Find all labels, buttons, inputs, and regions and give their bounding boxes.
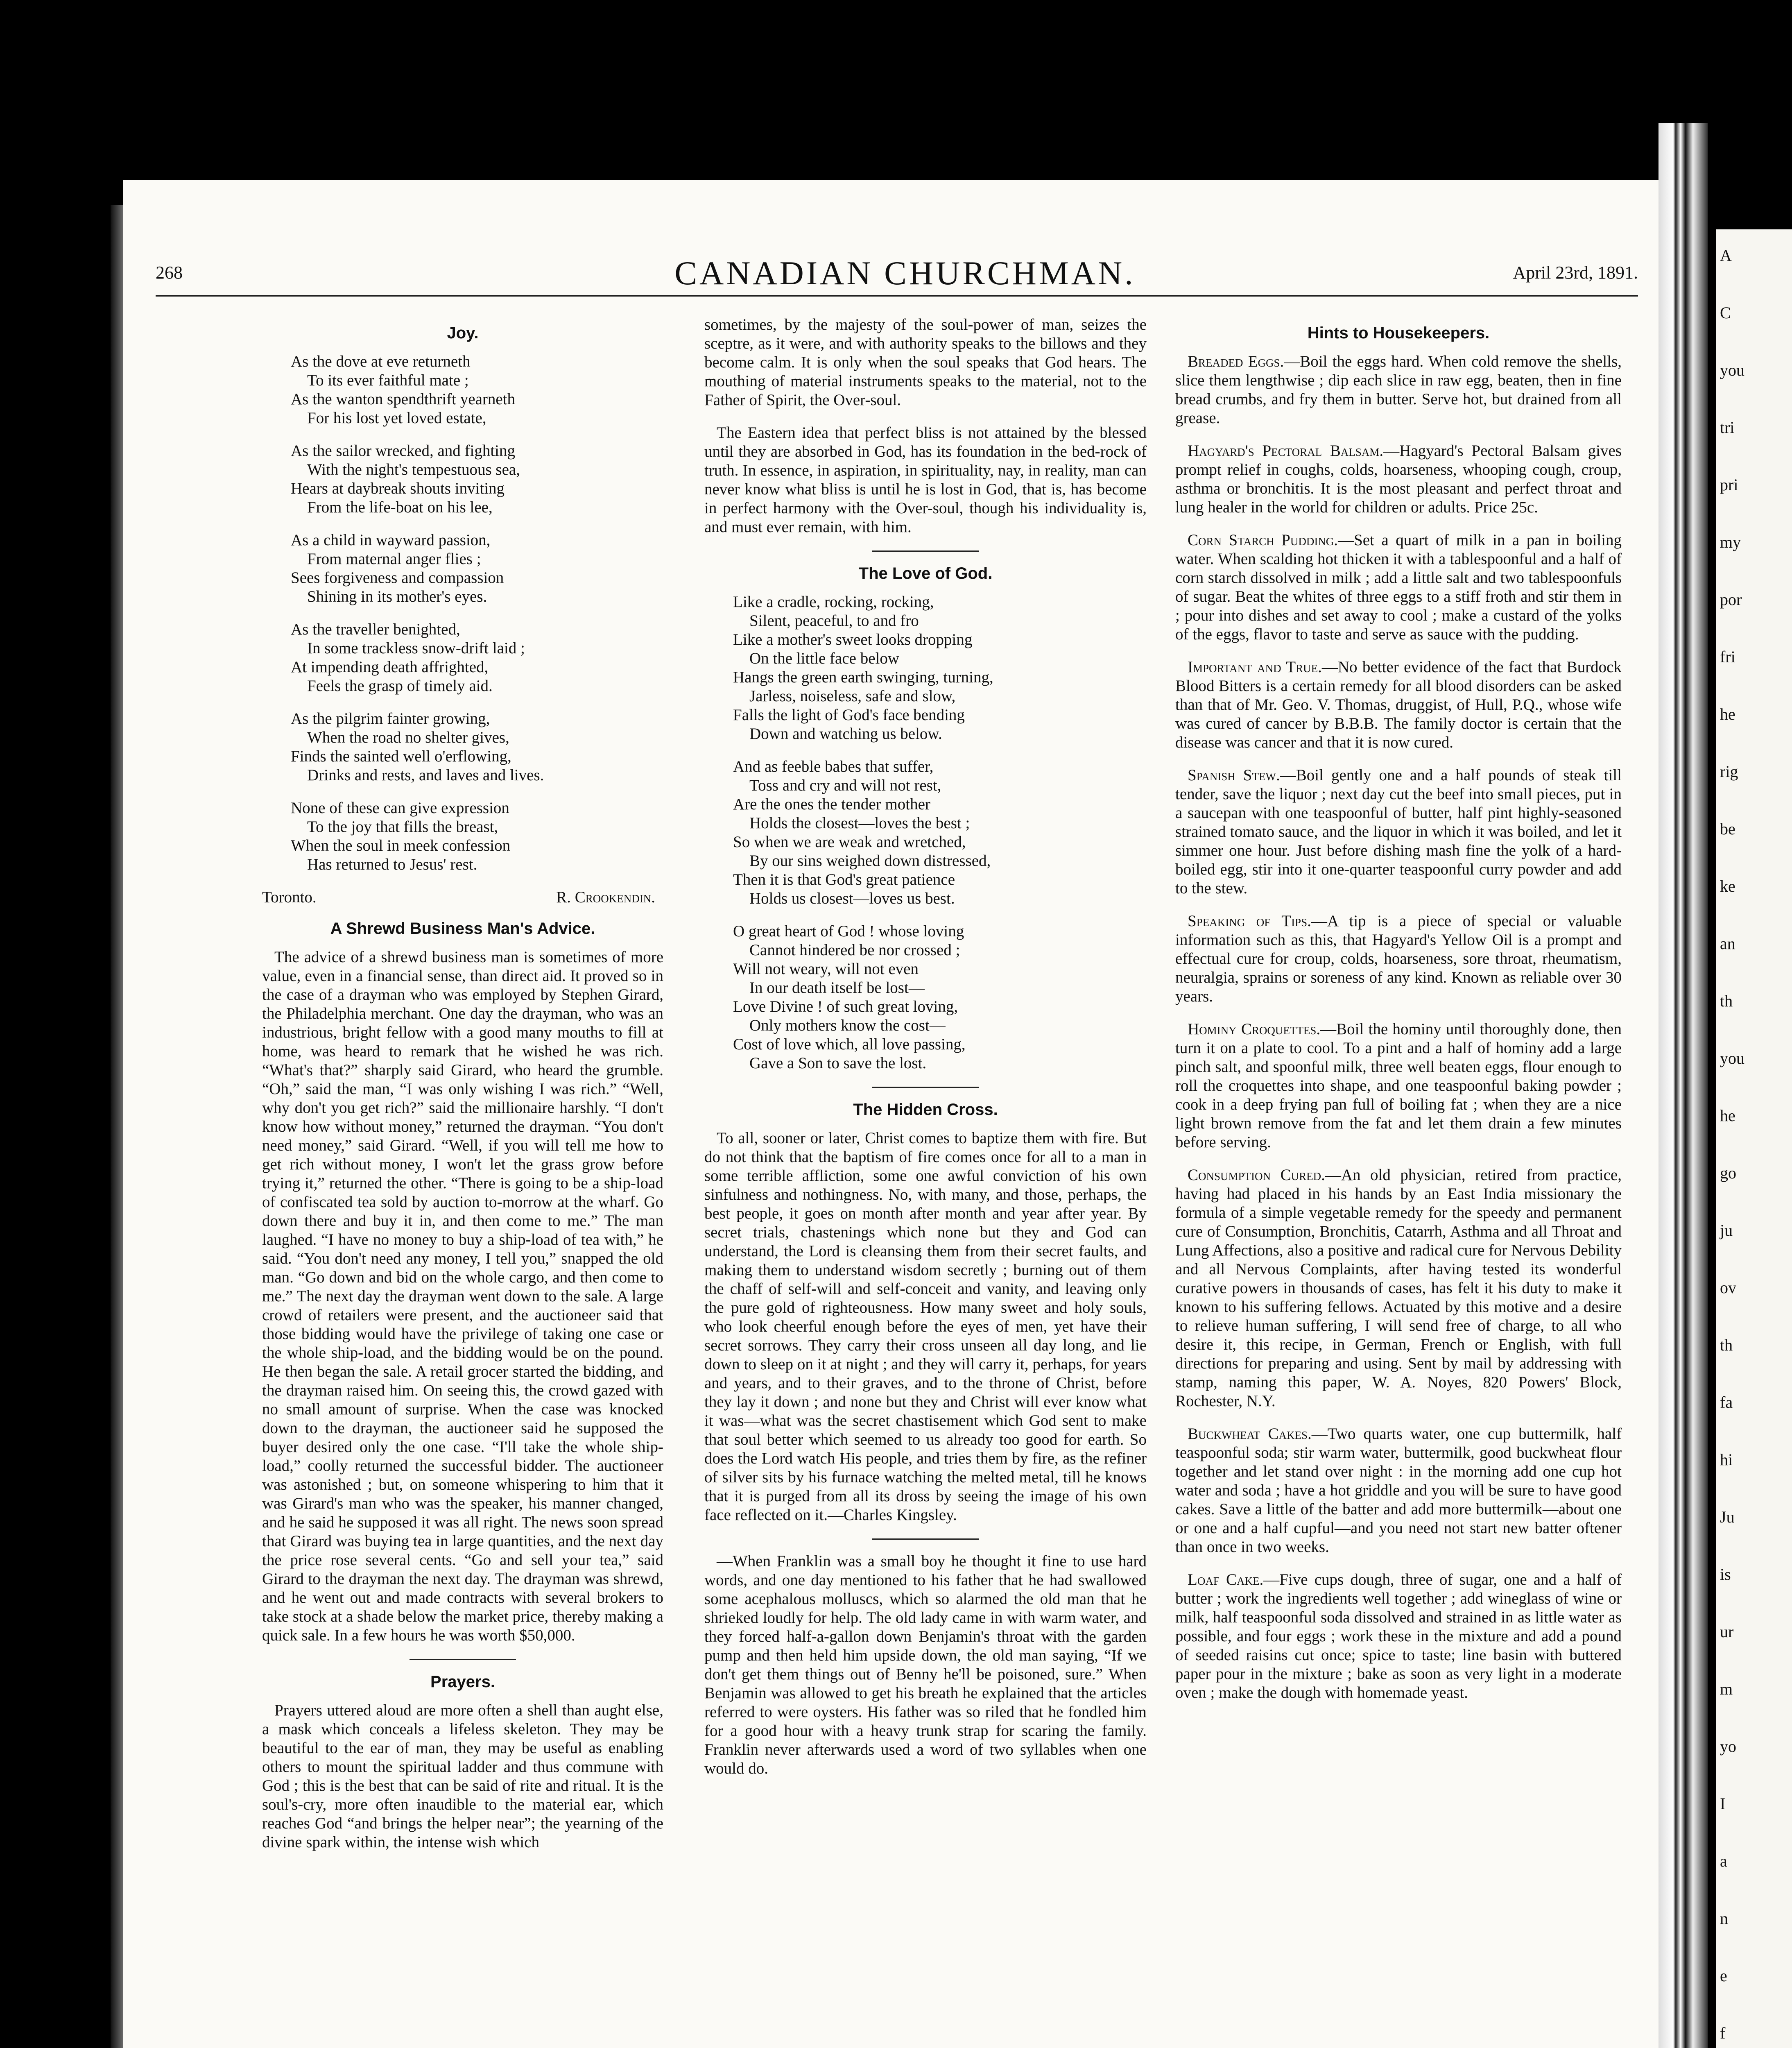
hint-item <box>1175 442 1622 517</box>
poem-line: At impending death affrighted, <box>291 658 489 676</box>
adjacent-text-fragment: my <box>1720 533 1741 551</box>
poem-line: Jarless, noiseless, safe and slow, <box>749 687 956 705</box>
adjacent-text-fragment: you <box>1720 1049 1744 1067</box>
stanza <box>291 531 663 606</box>
stanza <box>291 352 663 428</box>
poem-line: Finds the sainted well o'erflowing, <box>291 748 511 765</box>
poem-line: When the soul in meek confession <box>291 837 511 854</box>
hint-heading: Important and True. <box>1188 658 1322 676</box>
poem-line: Gave a Son to save the lost. <box>749 1054 927 1072</box>
poem-line: To its ever faithful mate ; <box>307 372 469 389</box>
poem-line: Shining in its mother's eyes. <box>307 588 487 605</box>
poem-line: As the wanton spendthrift yearneth <box>291 390 516 408</box>
prayers-text: Prayers uttered aloud are more often a shell than aught else, a mask which conceals a lifeless skeleton. They may be beautiful to the ear of man, they may be useful as enabling others to mount the spiritual ladder and thus commune with God ; this is the best that can be said of rite and ritual. It is the soul's-cry, more often inaudible to the material ear, which reaches God “and brings the helper near”; the yearning of the divine spark within, the intense wish which <box>262 1701 663 1851</box>
page-header <box>156 250 1654 291</box>
poem-line: Are the ones the tender mother <box>733 795 930 813</box>
binding-gutter <box>1659 123 1708 2048</box>
adjacent-text-fragment: f <box>1720 2024 1726 2042</box>
love-title: The Love of God. <box>858 564 993 582</box>
poem-line: Will not weary, will not even <box>733 960 919 978</box>
adjacent-text-fragment: th <box>1720 992 1733 1010</box>
poem-line: Feels the grasp of timely aid. <box>307 677 493 695</box>
hint-item <box>1175 531 1622 644</box>
adjacent-text-fragment: th <box>1720 1336 1733 1354</box>
hint-item <box>1175 1570 1622 1702</box>
poem-line: For his lost yet loved estate, <box>307 409 486 427</box>
poem-line: With the night's tempestuous sea, <box>307 461 520 478</box>
poem-line: Love Divine ! of such great loving, <box>733 998 958 1015</box>
dash: — <box>1280 766 1296 784</box>
dash: — <box>1263 1571 1280 1588</box>
poem-line: Toss and cry and will not rest, <box>749 777 941 794</box>
hints-list <box>1175 352 1622 1702</box>
prayers-continued: sometimes, by the majesty of the soul-power of man, seizes the sceptre, as it were, and with authority speaks to the billows and they become calm. It is only when the soul speaks that God hears. The mouthing of material instruments speaks to the material, not to the Father of Spirit, the Over-soul. <box>704 316 1147 409</box>
adjacent-text-fragment: n <box>1720 1909 1728 1928</box>
hint-item <box>1175 658 1622 752</box>
adjacent-text-fragment: C <box>1720 304 1731 322</box>
poem-line: As the sailor wrecked, and fighting <box>291 442 516 460</box>
adjacent-text-fragment: go <box>1720 1164 1736 1182</box>
stanza <box>291 442 663 517</box>
hint-heading: Consumption Cured. <box>1188 1166 1325 1184</box>
adjacent-text-fragment: m <box>1720 1680 1733 1698</box>
stanza <box>733 922 1147 1073</box>
adjacent-text-fragment: Ju <box>1720 1508 1735 1526</box>
adjacent-text-fragment: hi <box>1720 1450 1733 1469</box>
dash: — <box>1320 1020 1337 1038</box>
poem-line: Holds us closest—loves us best. <box>749 890 955 907</box>
adjacent-text-fragment: ju <box>1720 1221 1733 1239</box>
column-2 <box>704 315 1147 1792</box>
poem-line: Has returned to Jesus' rest. <box>307 856 477 873</box>
adjacent-text-fragment: rig <box>1720 762 1738 781</box>
poem-line: As the traveller benighted, <box>291 621 460 638</box>
poem-line: Cost of love which, all love passing, <box>733 1035 966 1053</box>
adjacent-text-fragment: an <box>1720 934 1735 953</box>
hint-text: Set a quart of milk in a pan in boiling water. When scalding hot thicken it with a tablespoonful and a half of corn starch dissolved in milk ; add a little salt and two tablespoonfuls of sugar. Beat the whites of three eggs to a stiff froth and stir them in ; pour into dishes and set away to cool ; make a custard of the yolks of the eggs, flavor to taste and serve as sauce with the pudding. <box>1175 531 1622 643</box>
stanza <box>291 709 663 785</box>
adjacent-page-edge <box>1716 229 1792 2048</box>
advice-title: A Shrewd Business Man's Advice. <box>330 920 595 938</box>
hint-item <box>1175 1020 1622 1152</box>
poem-line: Hangs the green earth swinging, turning, <box>733 668 993 686</box>
header-rule <box>156 295 1638 297</box>
franklin-text: —When Franklin was a small boy he thought it fine to use hard words, and one day mentioned to his father that he had swallowed some acephalous molluscs, which so alarmed the old man that he shrieked loudly for help. The old lady came in with warm water, and they forced half-a-gallon down Benjamin's throat with the garden pump and then held him upside down, the old man saying, “If we don't get them things out of Benny he'll be poisoned, sure.” When Benjamin was allowed to get his breath he explained that the articles referred to were oysters. His father was so riled that he fondled him for a good hour with a heavy trunk strap for scaring the family. Franklin never afterwards used a word of two syllables when one would do. <box>704 1552 1147 1777</box>
hint-item <box>1175 912 1622 1006</box>
poem-line: So when we are weak and wretched, <box>733 833 966 851</box>
poem-line: As the dove at eve returneth <box>291 353 471 370</box>
poem-line: Then it is that God's great patience <box>733 871 955 888</box>
adjacent-text-fragment: por <box>1720 590 1742 609</box>
poem-line: As a child in wayward passion, <box>291 531 491 549</box>
love-poem <box>733 593 1147 1073</box>
adjacent-text-fragment: A <box>1720 246 1732 265</box>
adjacent-text-fragment: yo <box>1720 1737 1736 1756</box>
dash: — <box>1325 1166 1341 1184</box>
page-number: 268 <box>156 263 183 283</box>
column-1 <box>262 315 663 1866</box>
joy-author: R. Crookendin. <box>556 888 655 906</box>
joy-signature <box>262 888 655 907</box>
poem-line: Holds the closest—loves the best ; <box>749 814 970 832</box>
adjacent-text-fragment: fa <box>1720 1393 1733 1411</box>
dash: — <box>1321 658 1338 676</box>
poem-line: Like a cradle, rocking, rocking, <box>733 593 934 611</box>
hint-heading: Buckwheat Cakes. <box>1188 1425 1312 1443</box>
hint-heading: Spanish Stew. <box>1188 766 1280 784</box>
stanza <box>291 620 663 696</box>
prayers-continued-2: The Eastern idea that perfect bliss is not attained by the blessed until they are absorbed in God, has its foundation in the bed-rock of truth. In essence, in aspiration, in spirituality, nay, in reality, man can never know what bliss is until he is lost in God, that is, has become in perfect harmony with the Over-soul, though his individuality is, and must ever remain, with him. <box>704 424 1147 536</box>
separator-rule <box>410 1659 516 1660</box>
hint-text: Five cups dough, three of sugar, one and a half of butter ; work the ingredients well together ; add wineglass of wine or milk, half teaspoonful soda dissolved and strained in as little water as possible, and four eggs ; work these in the mixture and add a pound of seeded raisins cut once; spice to taste; line basin with buttered paper pour in the mixture ; bake as soon as very light in a moderate oven ; make the dough with homemade yeast. <box>1175 1571 1622 1701</box>
hint-text: Boil gently one and a half pounds of steak till tender, save the liquor ; next day cut the beef into small pieces, put in a saucepan with one teaspoonful of butter, half pint highly-seasoned strained tomato sauce, and the liquor in which it was boiled, and let it simmer one hour. Just before dishing mash fine the yolk of a hard-boiled egg, stir into it one-quarter teaspoonful curry powder and add to the stew. <box>1175 766 1622 897</box>
hint-heading: Breaded Eggs. <box>1188 353 1284 370</box>
adjacent-text-fragment: a <box>1720 1852 1727 1870</box>
dash: — <box>1311 912 1327 930</box>
poem-line: Like a mother's sweet looks dropping <box>733 631 973 648</box>
poem-line: As the pilgrim fainter growing, <box>291 710 490 727</box>
stanza <box>291 799 663 874</box>
adjacent-text-fragment: you <box>1720 361 1744 379</box>
adjacent-text-fragment: e <box>1720 1966 1727 1985</box>
poem-line: Sees forgiveness and compassion <box>291 569 504 587</box>
hint-text: Two quarts water, one cup buttermilk, half teaspoonful soda; stir warm water, buttermilk, good buckwheat flour together and let stand over night : in the morning add one cup hot water and soda ; have a hot griddle and you will be sure to have good cakes. Save a little of the batter and add more buttermilk—about one or one and a half cupful—and you need not start new batter oftener than once in two weeks. <box>1175 1425 1622 1556</box>
separator-rule <box>872 1087 979 1088</box>
hint-text: An old physician, retired from practice, having had placed in his hands by an East India missionary the formula of a simple vegetable remedy for the speedy and permanent cure of Consumption, Bronchitis, Catarrh, Asthma and all Throat and Lung Affections, also a positive and radical cure for Nervous Debility and all Nervous Complaints, after having tested its wonderful curative powers in thousands of cases, has felt it his duty to make it known to his suffering fellows. Actuated by this motive and a desire to relieve human suffering, I will send free of charge, to all who desire it, this recipe, in German, French or English, with full directions for preparing and using. Sent by mail by addressing with stamp, naming this paper, W. A. Noyes, 820 Powers' Block, Rochester, N.Y. <box>1175 1166 1622 1410</box>
poem-line: Hears at daybreak shouts inviting <box>291 480 505 497</box>
adjacent-text-fragment: ur <box>1720 1622 1734 1641</box>
poem-line: Cannot hindered be nor crossed ; <box>749 941 960 959</box>
poem-line: Down and watching us below. <box>749 725 942 743</box>
stanza <box>733 757 1147 908</box>
poem-line: From maternal anger flies ; <box>307 550 481 568</box>
dash: — <box>1383 442 1400 460</box>
joy-place: Toronto. <box>262 888 317 906</box>
adjacent-text-fragment: is <box>1720 1565 1731 1584</box>
poem-line: From the life-boat on his lee, <box>307 498 493 516</box>
adjacent-text-fragment: be <box>1720 820 1735 838</box>
poem-line: In some trackless snow-drift laid ; <box>307 639 525 657</box>
joy-poem <box>291 352 663 874</box>
joy-title: Joy. <box>447 324 479 342</box>
poem-line: Falls the light of God's face bending <box>733 706 965 724</box>
hint-item <box>1175 1425 1622 1556</box>
poem-line: And as feeble babes that suffer, <box>733 758 934 775</box>
hint-text: Hagyard's Pectoral Balsam gives prompt relief in coughs, colds, hoarseness, whooping cough, croup, asthma or bronchitis. It is the most pleasant and perfect throat and lung healer in the world for children or adults. Price 25c. <box>1175 442 1622 516</box>
dash: — <box>1311 1425 1328 1443</box>
column-3 <box>1175 315 1622 1716</box>
poem-line: O great heart of God ! whose loving <box>733 922 964 940</box>
cross-text: To all, sooner or later, Christ comes to baptize them with fire. But do not think that the baptism of fire comes once for all to a man in some terrible affliction, some one awful conviction of his own sinfulness and nothingness. No, with many, and those, perhaps, the best people, it goes on month after month and year after year. By secret trials, chastenings which none but they and God can understand, the Lord is cleansing them from their secret faults, and making them to understand wisdom secretly ; burning out of them the chaff of self-will and self-conceit and vanity, and leaving only the pure gold of righteousness. How many sweet and holy souls, who look cheerful enough before the eyes of men, yet have their secret sorrows. They carry their cross unseen all day long, and lie down to sleep on it at night ; and they will carry it, perhaps, for years and years, and to their graves, and to the throne of Christ, before they lay it down ; and none but they and Christ will ever know what it was—what was the secret chastisement which God sent to make that soul better which seemed to us already too good for earth. So does the Lord watch His people, and tries them by fire, as the refiner of silver sits by his furnace watching the melted metal, till he knows that it is purged from all its dross by seeing the image of his own face reflected on it.—Charles Kingsley. <box>704 1129 1147 1524</box>
dash: — <box>1284 353 1300 370</box>
poem-line: On the little face below <box>749 650 900 667</box>
adjacent-text-fragment: ov <box>1720 1278 1736 1297</box>
hint-heading: Hagyard's Pectoral Balsam. <box>1188 442 1384 460</box>
issue-date: April 23rd, 1891. <box>1513 263 1638 283</box>
hint-text: Boil the eggs hard. When cold remove the shells, slice them lengthwise ; dip each slice in raw egg, beaten, then in fine bread crumbs, and fry them in butter. Serve hot, but drained from all grease. <box>1175 353 1622 427</box>
hint-text: No better evidence of the fact that Burdock Blood Bitters is a certain remedy for all blood disorders can be asked than that of Mr. Geo. V. Thomas, druggist, of Hull, P.Q., whose wife was cured of cancer by B.B.B. The family doctor is certain that the disease was cancer and that it is now cured. <box>1175 658 1622 751</box>
hint-heading: Corn Starch Pudding. <box>1188 531 1338 549</box>
adjacent-text-fragment: he <box>1720 1106 1735 1125</box>
hint-item <box>1175 766 1622 898</box>
poem-line: To the joy that fills the breast, <box>307 818 498 836</box>
adjacent-text-fragment: tri <box>1720 418 1735 437</box>
stanza <box>733 593 1147 743</box>
advice-text: The advice of a shrewd business man is sometimes of more value, even in a financial sense, than direct aid. It proved so in the case of a drayman who was employed by Stephen Girard, the Philadelphia merchant. One day the drayman, who was an industrious, bright fellow with a good many mouths to fill at home, was heard to remark that he wished he was rich. “What's that?” sharply said Girard, who heard the grumble. “Oh,” said the man, “I was only wishing I was rich.” “Well, why don't you get rich?” said the millionaire harshly. “I don't know how without money,” returned the drayman. “You don't need money,” said Girard. “Well, if you will tell me how to get rich without money, I won't let the grass grow before trying it,” returned the other. “There is going to be a ship-load of confiscated tea sold by auction to-morrow at the wharf. Go down there and buy it in, and then come to me.” The man laughed. “I have no money to buy a ship-load of tea with,” he said. “You don't need any money, I tell you,” snapped the old man. “Go down and bid on the whole cargo, and then come to me.” The next day the drayman went down to the sale. A large crowd of retailers were present, and the auctioneer said that those bidding would have the privilege of taking one case or the whole ship-load, and the bidding would be on the pound. He then began the sale. A retail grocer started the bidding, and the drayman raised him. On seeing this, the crowd gazed with no small amount of surprise. When the case was knocked down to the drayman, the auctioneer said he supposed the buyer desired only the one case. “I'll take the whole ship-load,” coolly returned the successful bidder. The auctioneer was astonished ; but, on someone whispering to him that it was Girard's man who was the speaker, his manner changed, and he said he supposed it was all right. The news soon spread that Girard was buying tea in large quantities, and the next day the price rose several cents. “Go and sell your tea,” said Girard to the drayman the next day. The drayman was shrewd, and he went out and made contracts with several brokers to take stock at a shade below the market price, thereby making a quick sale. In a few hours he was worth $50,000. <box>262 948 663 1644</box>
adjacent-text-fragment: fri <box>1720 648 1735 666</box>
hint-heading: Hominy Croquettes. <box>1188 1020 1321 1038</box>
hint-item <box>1175 352 1622 428</box>
hint-item <box>1175 1166 1622 1411</box>
cross-title: The Hidden Cross. <box>853 1101 998 1119</box>
adjacent-text-fragment: ke <box>1720 877 1735 895</box>
adjacent-text-fragment: pri <box>1720 476 1738 494</box>
poem-line: Only mothers know the cost— <box>749 1017 946 1034</box>
hint-heading: Loaf Cake. <box>1188 1571 1264 1588</box>
poem-line: Drinks and rests, and laves and lives. <box>307 766 544 784</box>
separator-rule <box>872 551 979 552</box>
poem-line: When the road no shelter gives, <box>307 729 509 746</box>
hint-text: Boil the hominy until thoroughly done, then turn it on a plate to cool. To a pint and a half of hominy add a large pinch salt, and spoonful milk, three well beaten eggs, flour enough to roll the croquettes into shape, and one teaspoonful baking powder ; cook in a deep frying pan full of boiling fat ; when they are a nice light brown remove from the fat and let them drain a few minutes before serving. <box>1175 1020 1622 1151</box>
poem-line: Silent, peaceful, to and fro <box>749 612 919 630</box>
adjacent-text-fragment: I <box>1720 1794 1726 1813</box>
separator-rule <box>872 1538 979 1540</box>
masthead-title: CANADIAN CHURCHMAN. <box>674 254 1136 292</box>
poem-line: By our sins weighed down distressed, <box>749 852 991 870</box>
prayers-title: Prayers. <box>430 1673 495 1691</box>
hint-heading: Speaking of Tips. <box>1188 912 1311 930</box>
dash: — <box>1338 531 1354 549</box>
poem-line: None of these can give expression <box>291 799 509 817</box>
adjacent-text-fragment: he <box>1720 705 1735 723</box>
hint-text: A tip is a piece of special or valuable information such as this, that Hagyard's Yellow Oil is a prompt and effectual cure for croup, colds, hoarseness, sore throat, rheumatism, neuralgia, sprains or soreness of any kind. Known as reliable over 30 years. <box>1175 912 1622 1005</box>
hints-title: Hints to Housekeepers. <box>1307 324 1490 342</box>
poem-line: In our death itself be lost— <box>749 979 925 997</box>
